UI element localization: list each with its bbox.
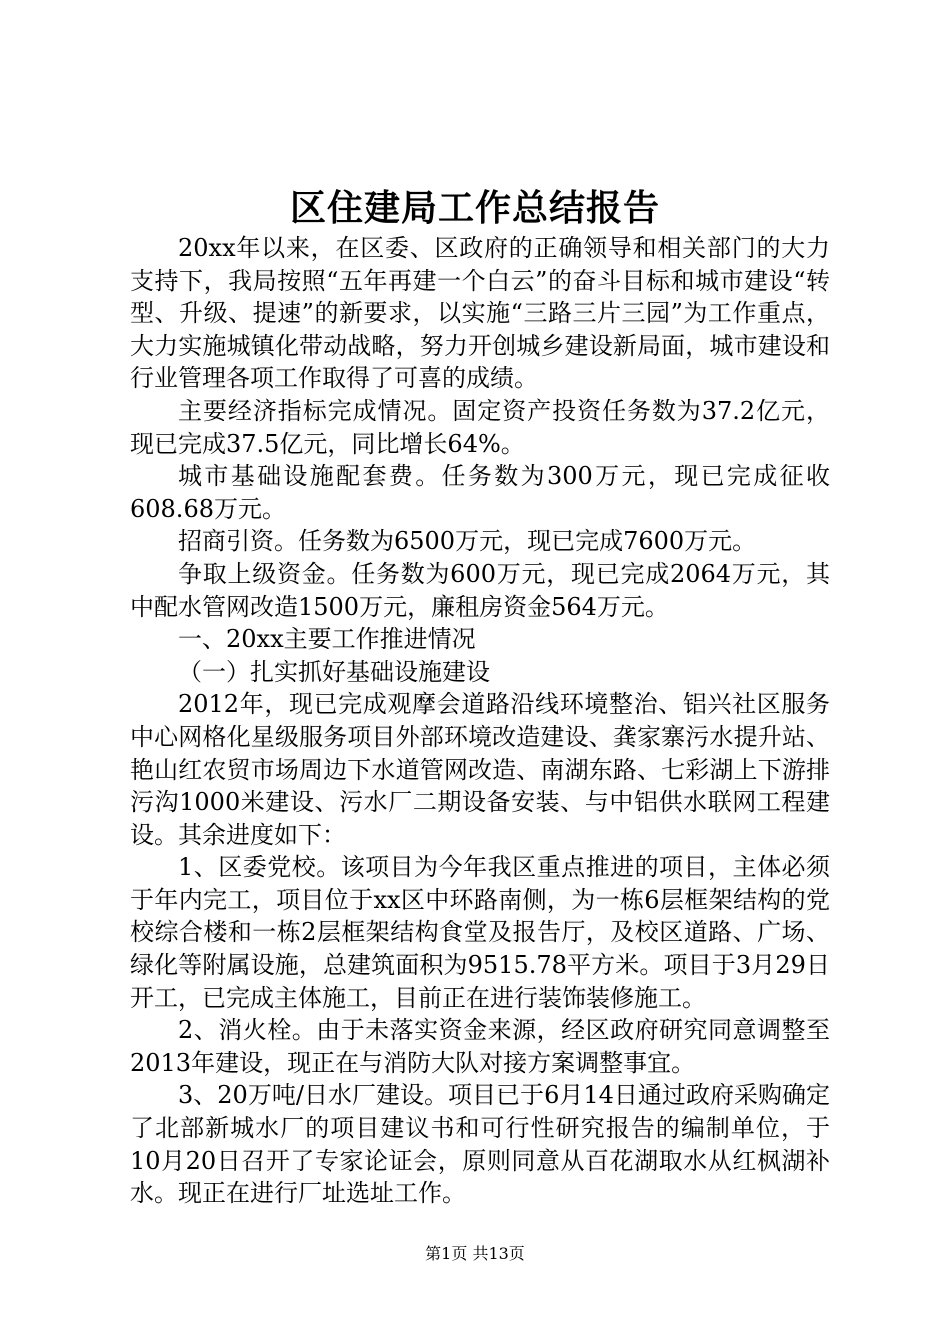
- section-heading-1: 一、20xx主要工作推进情况: [178, 625, 476, 654]
- subsection-heading-1: （一）扎实抓好基础设施建设: [178, 657, 490, 686]
- document-title: 区住建局工作总结报告: [289, 187, 660, 229]
- paragraph-fire-hydrant: 2、消火栓。由于未落实资金来源，经区政府研究同意调整至2013年建设，现正在与消防大队对接方案调整事宜。: [130, 1016, 830, 1077]
- paragraph-2012-progress: 2012年，现已完成观摩会道路沿线环境整治、铝兴社区服务中心网格化星级服务项目外部环境改造建设、龚家寨污水提升站、艳山红农贸市场周边下水道管网改造、南湖东路、七彩湖上下游排污沟1000米建设、污水厂二期设备安装、与中铝供水联网工程建设。其余进度如下：: [130, 690, 830, 849]
- page-footer: 第1页 共13页: [425, 1244, 525, 1263]
- paragraph-intro: 20xx年以来，在区委、区政府的正确领导和相关部门的大力支持下，我局按照“五年再建一个白云”的奋斗目标和城市建设“转型、升级、提速”的新要求，以实施“三路三片三园”为工作重点，大力实施城镇化带动战略，努力开创城乡建设新局面，城市建设和行业管理各项工作取得了可喜的成绩。: [130, 234, 830, 393]
- paragraph-economic-indicators: 主要经济指标完成情况。固定资产投资任务数为37.2亿元，现已完成37.5亿元，同比增长64%。: [130, 396, 830, 458]
- paragraph-superior-funds: 争取上级资金。任务数为600万元，现已完成2064万元，其中配水管网改造1500万元，廉租房资金564万元。: [130, 559, 830, 621]
- document-body: [130, 232, 830, 1210]
- paragraph-party-school: 1、区委党校。该项目为今年我区重点推进的项目，主体必须于年内完工，项目位于xx区中环路南侧，为一栋6层框架结构的党校综合楼和一栋2层框架结构食堂及报告厅，及校区道路、广场、绿化等附属设施，总建筑面积为9515.78平方米。项目于3月29日开工，已完成主体施工，目前正在进行装饰装修施工。: [130, 853, 830, 1012]
- paragraph-water-plant: 3、20万吨/日水厂建设。项目已于6月14日通过政府采购确定了北部新城水厂的项目建议书和可行性研究报告的编制单位，于10月20日召开了专家论证会，原则同意从百花湖取水从红枫湖补水。现正在进行厂址选址工作。: [130, 1081, 830, 1208]
- paragraph-infrastructure-fee: 城市基础设施配套费。任务数为300万元，现已完成征收608.68万元。: [130, 462, 830, 523]
- paragraph-investment-attraction: 招商引资。任务数为6500万元，现已完成7600万元。: [178, 527, 757, 556]
